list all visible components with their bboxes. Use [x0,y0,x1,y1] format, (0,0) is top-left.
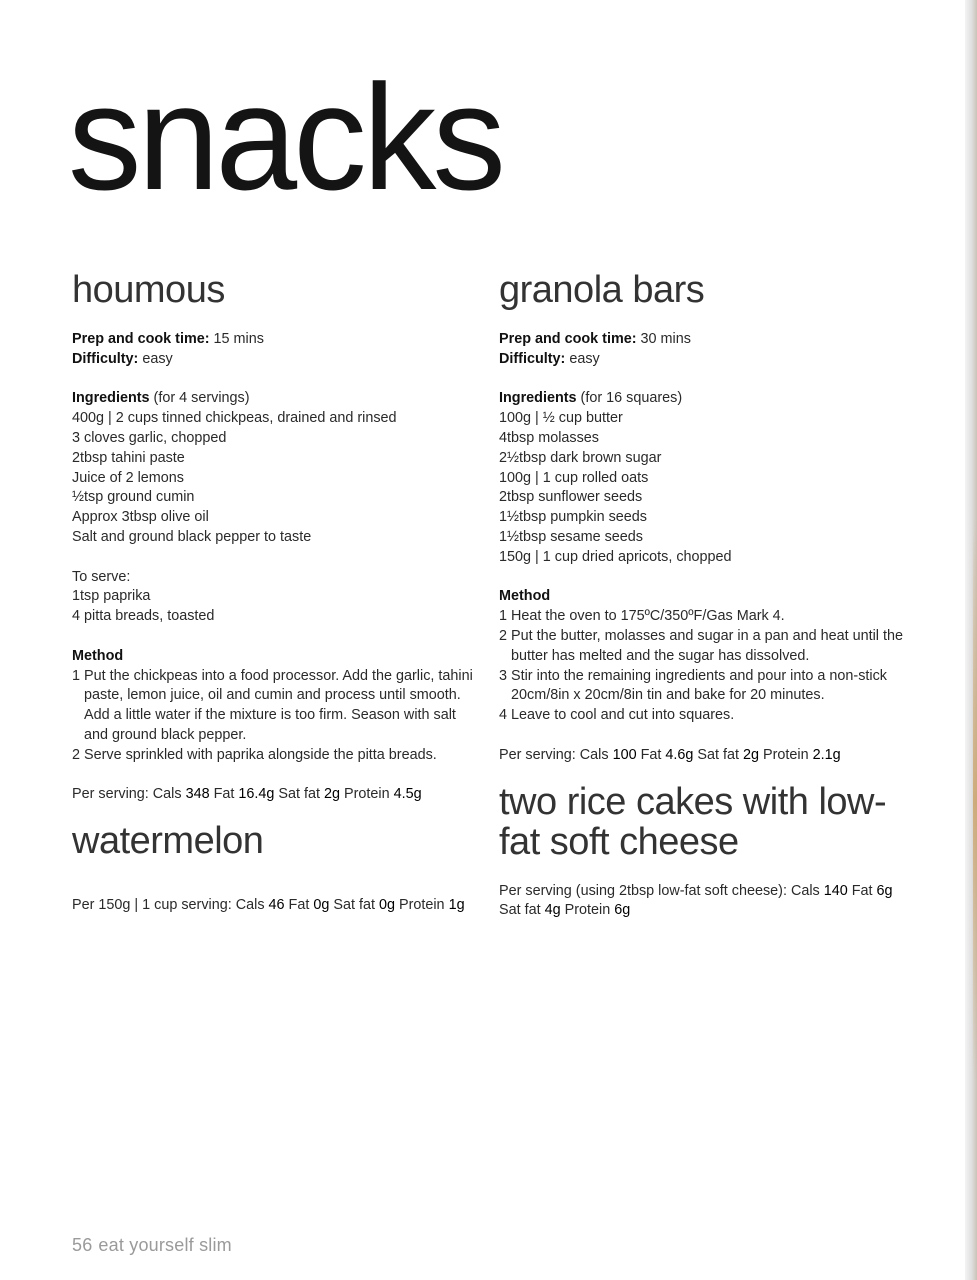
granola-difficulty [499,350,909,370]
step-text: Put the chickpeas into a food processor. Add the garlic, tahini [84,667,473,684]
rice-cakes-title-line: fat soft cheese [499,820,739,863]
ingredients-label: Ingredients [72,390,150,407]
houmous-ingredient-list [72,409,482,548]
ingredient-item: 1½tbsp pumpkin seeds [499,509,647,526]
step-number: 1 [499,608,508,625]
difficulty-label: Difficulty: [72,350,139,367]
fat-value: 6g [876,882,893,899]
page-edge-shadow [965,0,977,1280]
nutrition-prefix: Per serving: Cals [72,786,186,803]
satfat-value: 2g [743,746,760,763]
step-text: Serve sprinkled with paprika alongside the pitta breads. [84,746,437,763]
satfat-label: Sat fat [499,902,545,919]
prep-time-label: Prep and cook time: [499,331,637,347]
step-text: Stir into the remaining ingredients and pour into a non-stick [511,667,887,684]
protein-label: Protein [394,897,449,914]
step-number: 1 [72,667,81,684]
satfat-label: Sat fat [274,786,325,803]
protein-value: 1g [448,897,465,914]
satfat-value: 2g [324,786,341,803]
difficulty-value: easy [565,350,600,367]
fat-label: Fat [209,786,239,803]
nutrition-prefix: Per 150g | 1 cup serving: Cals [72,897,269,914]
step-text: 20cm/8in x 20cm/8in tin and bake for 20 minutes. [511,687,825,704]
satfat-value: 0g [378,897,395,914]
granola-recipe [499,270,909,766]
ingredient-item: 2tbsp tahini paste [72,449,185,466]
step-text: Add a little water if the mixture is too firm. Season with salt [84,707,456,724]
prep-time-value: 15 mins [209,331,264,347]
difficulty-label: Difficulty: [499,350,566,367]
step-text: Put the butter, molasses and sugar in a pan and heat until the [511,627,904,644]
houmous-method-heading: Method [72,647,124,664]
step-text: Leave to cool and cut into squares. [511,707,735,724]
method-step [499,627,909,667]
left-column [72,270,482,916]
houmous-ingredients-heading [72,389,482,409]
houmous-prep-time [72,330,482,350]
method-step [499,667,909,707]
prep-time-label: Prep and cook time: [72,331,210,347]
ingredient-item: 2tbsp sunflower seeds [499,489,643,506]
rice-cakes-title-line: two rice cakes with low- [499,780,887,823]
houmous-difficulty [72,350,482,370]
cals-value: 46 [268,897,285,914]
satfat-value: 4g [544,902,561,919]
granola-ingredients-heading [499,389,909,409]
rice-cakes-nutrition-line1 [499,882,909,902]
rice-cakes-title [499,782,909,862]
right-column [499,270,909,921]
protein-value: 2.1g [812,746,841,763]
watermelon-recipe [72,821,482,916]
houmous-recipe [72,270,482,805]
ingredient-item: Approx 3tbsp olive oil [72,509,209,526]
ingredient-item: Salt and ground black pepper to taste [72,528,312,545]
step-number: 4 [499,707,508,724]
step-text: paste, lemon juice, oil and cumin and process until smooth. [84,687,461,704]
step-number: 3 [499,667,508,684]
cals-value: 348 [185,786,210,803]
protein-value: 4.5g [393,786,422,803]
step-text: butter has melted and the sugar has dissolved. [511,647,810,664]
fat-label: Fat [847,882,877,899]
method-step [72,667,482,746]
protein-value: 6g [614,902,631,919]
ingredient-item: 1½tbsp sesame seeds [499,528,643,545]
watermelon-nutrition [72,896,482,916]
ingredient-item: 150g | 1 cup dried apricots, chopped [499,548,732,565]
page-footer [72,1235,232,1256]
ingredient-item: 2½tbsp dark brown sugar [499,449,662,466]
satfat-label: Sat fat [329,897,379,914]
ingredient-item: 3 cloves garlic, chopped [72,429,227,446]
step-number: 2 [72,746,81,763]
watermelon-title: watermelon [72,820,264,863]
book-title: eat yourself slim [98,1235,232,1255]
rice-cakes-recipe [499,782,909,922]
step-text: and ground black pepper. [84,726,247,743]
serve-item: 4 pitta breads, toasted [72,608,215,625]
ingredient-item: 100g | ½ cup butter [499,410,623,427]
ingredient-item: ½tsp ground cumin [72,489,195,506]
page-edge-tint [973,520,977,1080]
ingredient-item: 4tbsp molasses [499,429,599,446]
protein-label: Protein [759,746,813,763]
nutrition-prefix: Per serving (using 2tbsp low-fat soft cheese): Cals [499,882,824,899]
granola-ingredient-list [499,409,909,567]
ingredients-note: (for 4 servings) [149,390,250,407]
granola-title: granola bars [499,269,705,311]
page-title: snacks [68,53,503,221]
protein-label: Protein [340,786,394,803]
nutrition-prefix: Per serving: Cals [499,746,613,763]
fat-value: 16.4g [238,786,275,803]
prep-time-value: 30 mins [636,331,691,347]
page-number: 56 [72,1235,93,1255]
rice-cakes-nutrition-line2 [499,901,909,921]
fat-label: Fat [636,746,666,763]
serve-item: 1tsp paprika [72,588,151,605]
step-number: 2 [499,627,508,644]
step-text: Heat the oven to 175ºC/350ºF/Gas Mark 4. [511,608,785,625]
ingredients-note: (for 16 squares) [576,390,683,407]
fat-value: 0g [313,897,330,914]
fat-label: Fat [284,897,314,914]
houmous-title: houmous [72,269,225,311]
ingredients-label: Ingredients [499,390,577,407]
ingredient-item: 100g | 1 cup rolled oats [499,469,649,486]
method-step [499,706,909,726]
houmous-nutrition [72,785,482,805]
ingredient-item: 400g | 2 cups tinned chickpeas, drained and rinsed [72,410,397,427]
granola-nutrition [499,746,909,766]
protein-label: Protein [560,902,615,919]
cals-value: 140 [823,882,848,899]
method-step [72,746,482,766]
satfat-label: Sat fat [693,746,744,763]
method-step [499,607,909,627]
to-serve-label: To serve: [72,568,131,585]
granola-prep-time [499,330,909,350]
granola-method-heading: Method [499,588,551,605]
fat-value: 4.6g [665,746,694,763]
ingredient-item: Juice of 2 lemons [72,469,184,486]
difficulty-value: easy [138,350,173,367]
cals-value: 100 [612,746,637,763]
